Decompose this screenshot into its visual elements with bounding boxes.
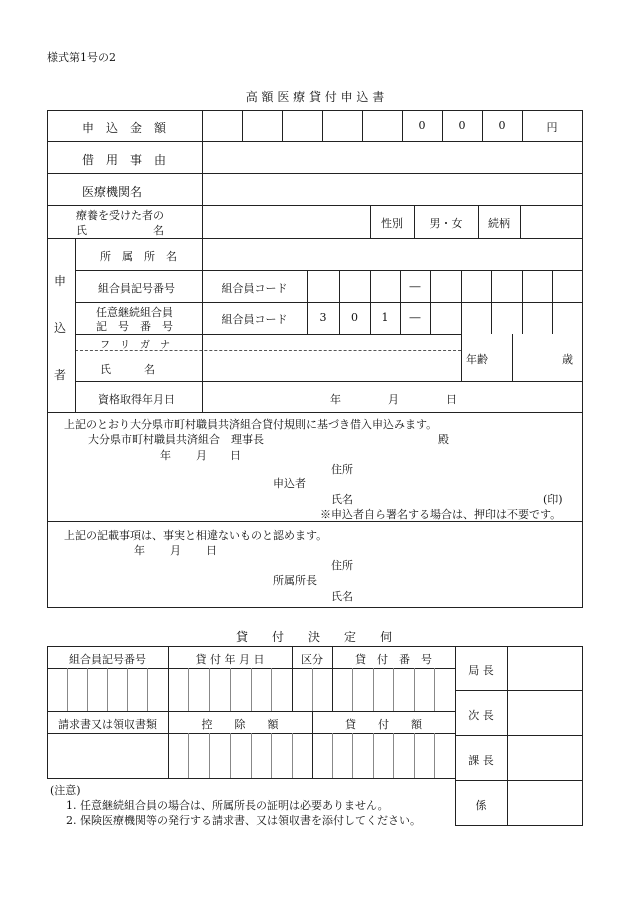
- certification-day: 日: [206, 544, 217, 557]
- name-label: 氏 名: [100, 363, 155, 376]
- voluntary-label-line2: 記 号 番 号: [96, 320, 173, 333]
- voluntary-code-digit[interactable]: 3: [319, 311, 327, 324]
- amount-digit[interactable]: 0: [498, 119, 506, 132]
- col-category: 区分: [301, 653, 323, 666]
- col-loan-amount: 貸 付 額: [345, 718, 422, 731]
- approver-section-chief: 課 長: [468, 754, 494, 767]
- page-title: 高 額 医 療 貸 付 申 込 書: [245, 90, 385, 104]
- voluntary-code-digit[interactable]: 0: [351, 311, 358, 324]
- hospital-label: 医療機関名: [82, 185, 143, 199]
- approver-staff: 係: [475, 799, 487, 812]
- date-day: 日: [446, 393, 457, 406]
- voluntary-label: 任意継続組合員: [96, 306, 173, 319]
- voluntary-code-digit[interactable]: 1: [381, 311, 389, 324]
- approver-bureau-chief: 局 長: [468, 664, 494, 677]
- col-loan-date: 貸 付 年 月 日: [195, 653, 265, 666]
- qualification-label: 資格取得年月日: [98, 393, 175, 406]
- declaration-applicant-label: 申込者: [273, 477, 306, 490]
- notes-heading: (注意): [50, 784, 81, 797]
- applicant-side-label: 者: [54, 368, 67, 382]
- member-code-label: 組合員コード: [221, 282, 288, 295]
- declaration-day: 日: [230, 449, 241, 462]
- patient-label-line2: 氏 名: [76, 224, 164, 237]
- declaration-honorific: 殿: [438, 433, 449, 446]
- col-deduction: 控 除 額: [201, 718, 279, 731]
- seal-mark: (印): [543, 493, 563, 506]
- reason-label: 借 用 事 由: [82, 153, 167, 167]
- date-year: 年: [330, 393, 341, 406]
- approver-deputy-chief: 次 長: [468, 709, 494, 722]
- certification-address-label: 住所: [331, 559, 353, 572]
- patient-label: 療養を受けた者の: [76, 209, 164, 222]
- certification-head-label: 所属所長: [273, 574, 317, 587]
- declaration-year: 年: [160, 449, 171, 462]
- declaration-address-label: 住所: [331, 463, 353, 476]
- voluntary-code-label: 組合員コード: [221, 313, 288, 326]
- amount-unit: 円: [546, 121, 558, 134]
- note-item: 2. 保険医療機関等の発行する請求書、又は領収書を添付してください。: [66, 814, 421, 827]
- applicant-side-label: 申: [54, 274, 67, 288]
- col-member-no: 組合員記号番号: [69, 653, 146, 666]
- col-loan-no: 貸 付 番 号: [355, 653, 432, 666]
- form-number: 様式第1号の2: [47, 51, 116, 64]
- date-month: 月: [388, 393, 399, 406]
- certification-year: 年: [134, 544, 145, 557]
- furigana-label: フ リ ガ ナ: [100, 340, 170, 351]
- certification-text: 上記の記載事項は、事実と相違ないものと認めます。: [64, 529, 328, 542]
- age-label: 年齢: [466, 353, 488, 366]
- age-unit: 歳: [562, 353, 573, 366]
- member-no-label: 組合員記号番号: [98, 282, 175, 295]
- col-claim-type: 請求書又は領収書類: [58, 718, 157, 731]
- applicant-side-label: 込: [54, 321, 67, 335]
- declaration-addressee: 大分県市町村職員共済組合 理事長: [88, 433, 264, 446]
- amount-label: 申 込 金 額: [82, 121, 167, 135]
- declaration-note: ※申込者自ら署名する場合は、押印は不要です。: [320, 508, 562, 521]
- dash: ―: [409, 311, 421, 324]
- note-item: 1. 任意継続組合員の場合は、所属所長の証明は必要ありません。: [66, 799, 389, 812]
- certification-month: 月: [170, 544, 181, 557]
- office-label: 所 属 所 名: [100, 250, 177, 263]
- certification-name-label: 氏名: [331, 590, 353, 603]
- dash: ―: [409, 280, 421, 293]
- declaration-text: 上記のとおり大分県市町村職員共済組合貸付規則に基づき借入申込みます。: [64, 418, 438, 431]
- amount-digit[interactable]: 0: [418, 119, 426, 132]
- amount-digit[interactable]: 0: [458, 119, 466, 132]
- decision-title: 貸 付 決 定 伺: [236, 630, 393, 644]
- sex-options[interactable]: 男・女: [429, 217, 463, 230]
- declaration-month: 月: [196, 449, 207, 462]
- relation-label: 続柄: [488, 217, 510, 230]
- sex-label: 性別: [381, 217, 403, 230]
- declaration-name-label: 氏名: [331, 493, 353, 506]
